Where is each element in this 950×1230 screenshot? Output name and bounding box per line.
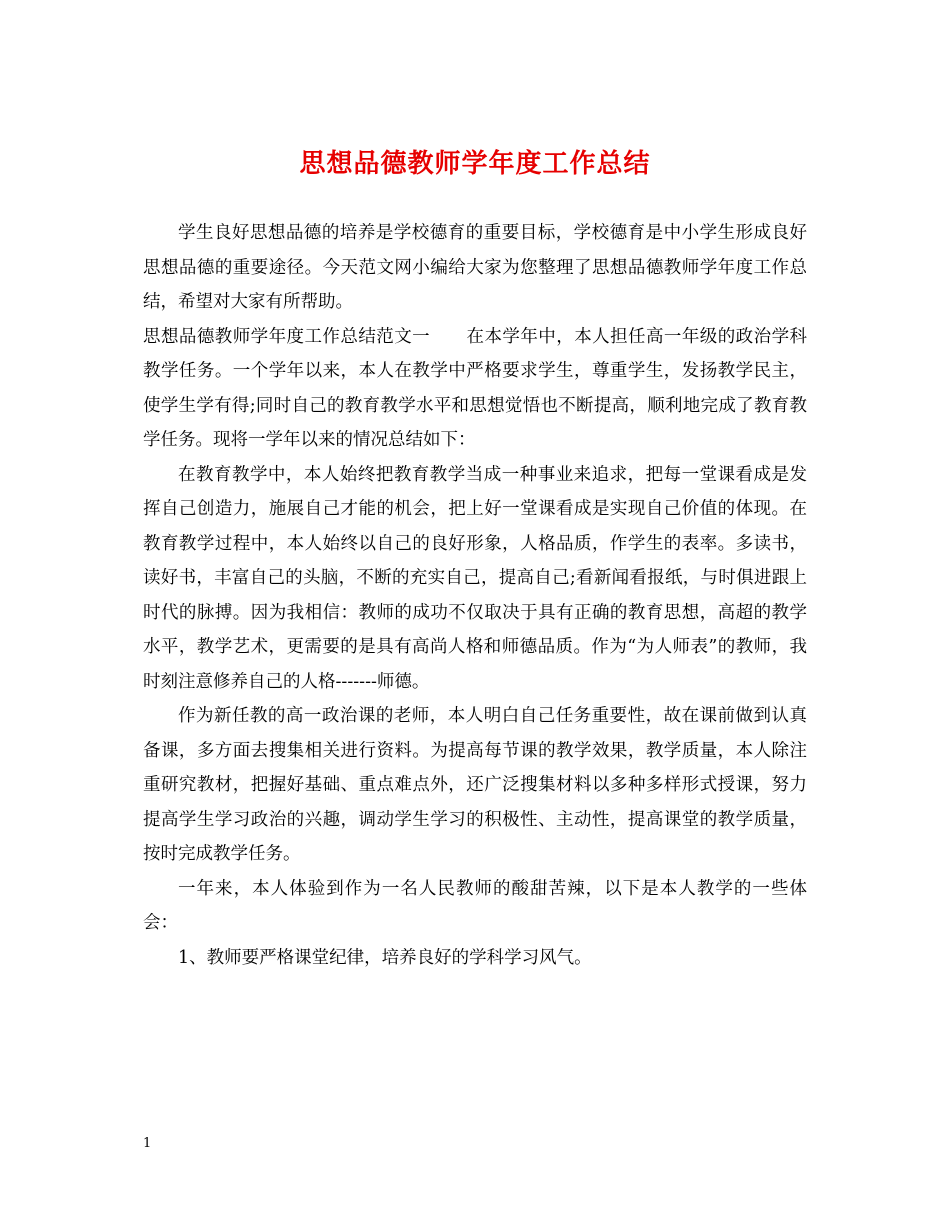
document-body	[143, 216, 807, 975]
sample-paragraph	[143, 320, 807, 458]
body-paragraph-4: 一年来，本人体验到作为一名人民教师的酸甜苦辣，以下是本人教学的一些体会：	[143, 878, 807, 933]
list-item-1: 1、教师要严格课堂纪律，培养良好的学科学习风气。	[178, 947, 592, 968]
sample-opening: 在本学年中，本人担任高一年级的政治学科教学任务。一个学年以来，本人在教学中严格要求学生，尊重学生，发扬教学民主，使学生学有得;同时自己的教育教学水平和思想觉悟也不断提高，顺利地完成了教育教学任务。现将一学年以来的情况总结如下：	[143, 326, 808, 450]
intro-paragraph: 学生良好思想品德的培养是学校德育的重要目标，学校德育是中小学生形成良好思想品德的重要途径。今天范文网小编给大家为您整理了思想品德教师学年度工作总结，希望对大家有所帮助。	[143, 223, 807, 312]
body-paragraph-3: 作为新任教的高一政治课的老师，本人明白自己任务重要性，故在课前做到认真备课，多方面去搜集相关进行资料。为提高每节课的教学效果，教学质量，本人除注重研究教材，把握好基础、重点难点外，还广泛搜集材料以多种多样形式授课，努力提高学生学习政治的兴趣，调动学生学习的积极性、主动性，提高课堂的教学质量，按时完成教学任务。	[143, 706, 807, 864]
sample-heading: 思想品德教师学年度工作总结范文一	[143, 326, 431, 347]
page-number: 1	[143, 1136, 152, 1151]
body-paragraph-2: 在教育教学中，本人始终把教育教学当成一种事业来追求，把每一堂课看成是发挥自己创造力，施展自己才能的机会，把上好一堂课看成是实现自己价值的体现。在教育教学过程中，本人始终以自己的良好形象，人格品质，作学生的表率。多读书，读好书，丰富自己的头脑，不断的充实自己，提高自己;看新闻看报纸，与时俱进跟上时代的脉搏。因为我相信：教师的成功不仅取决于具有正确的教育思想，高超的教学水平，教学艺术，更需要的是具有高尚人格和师德品质。作为“为人师表”的教师，我时刻注意修养自己的人格-------师德。	[143, 464, 807, 692]
document-title: 思想品德教师学年度工作总结	[299, 149, 651, 179]
